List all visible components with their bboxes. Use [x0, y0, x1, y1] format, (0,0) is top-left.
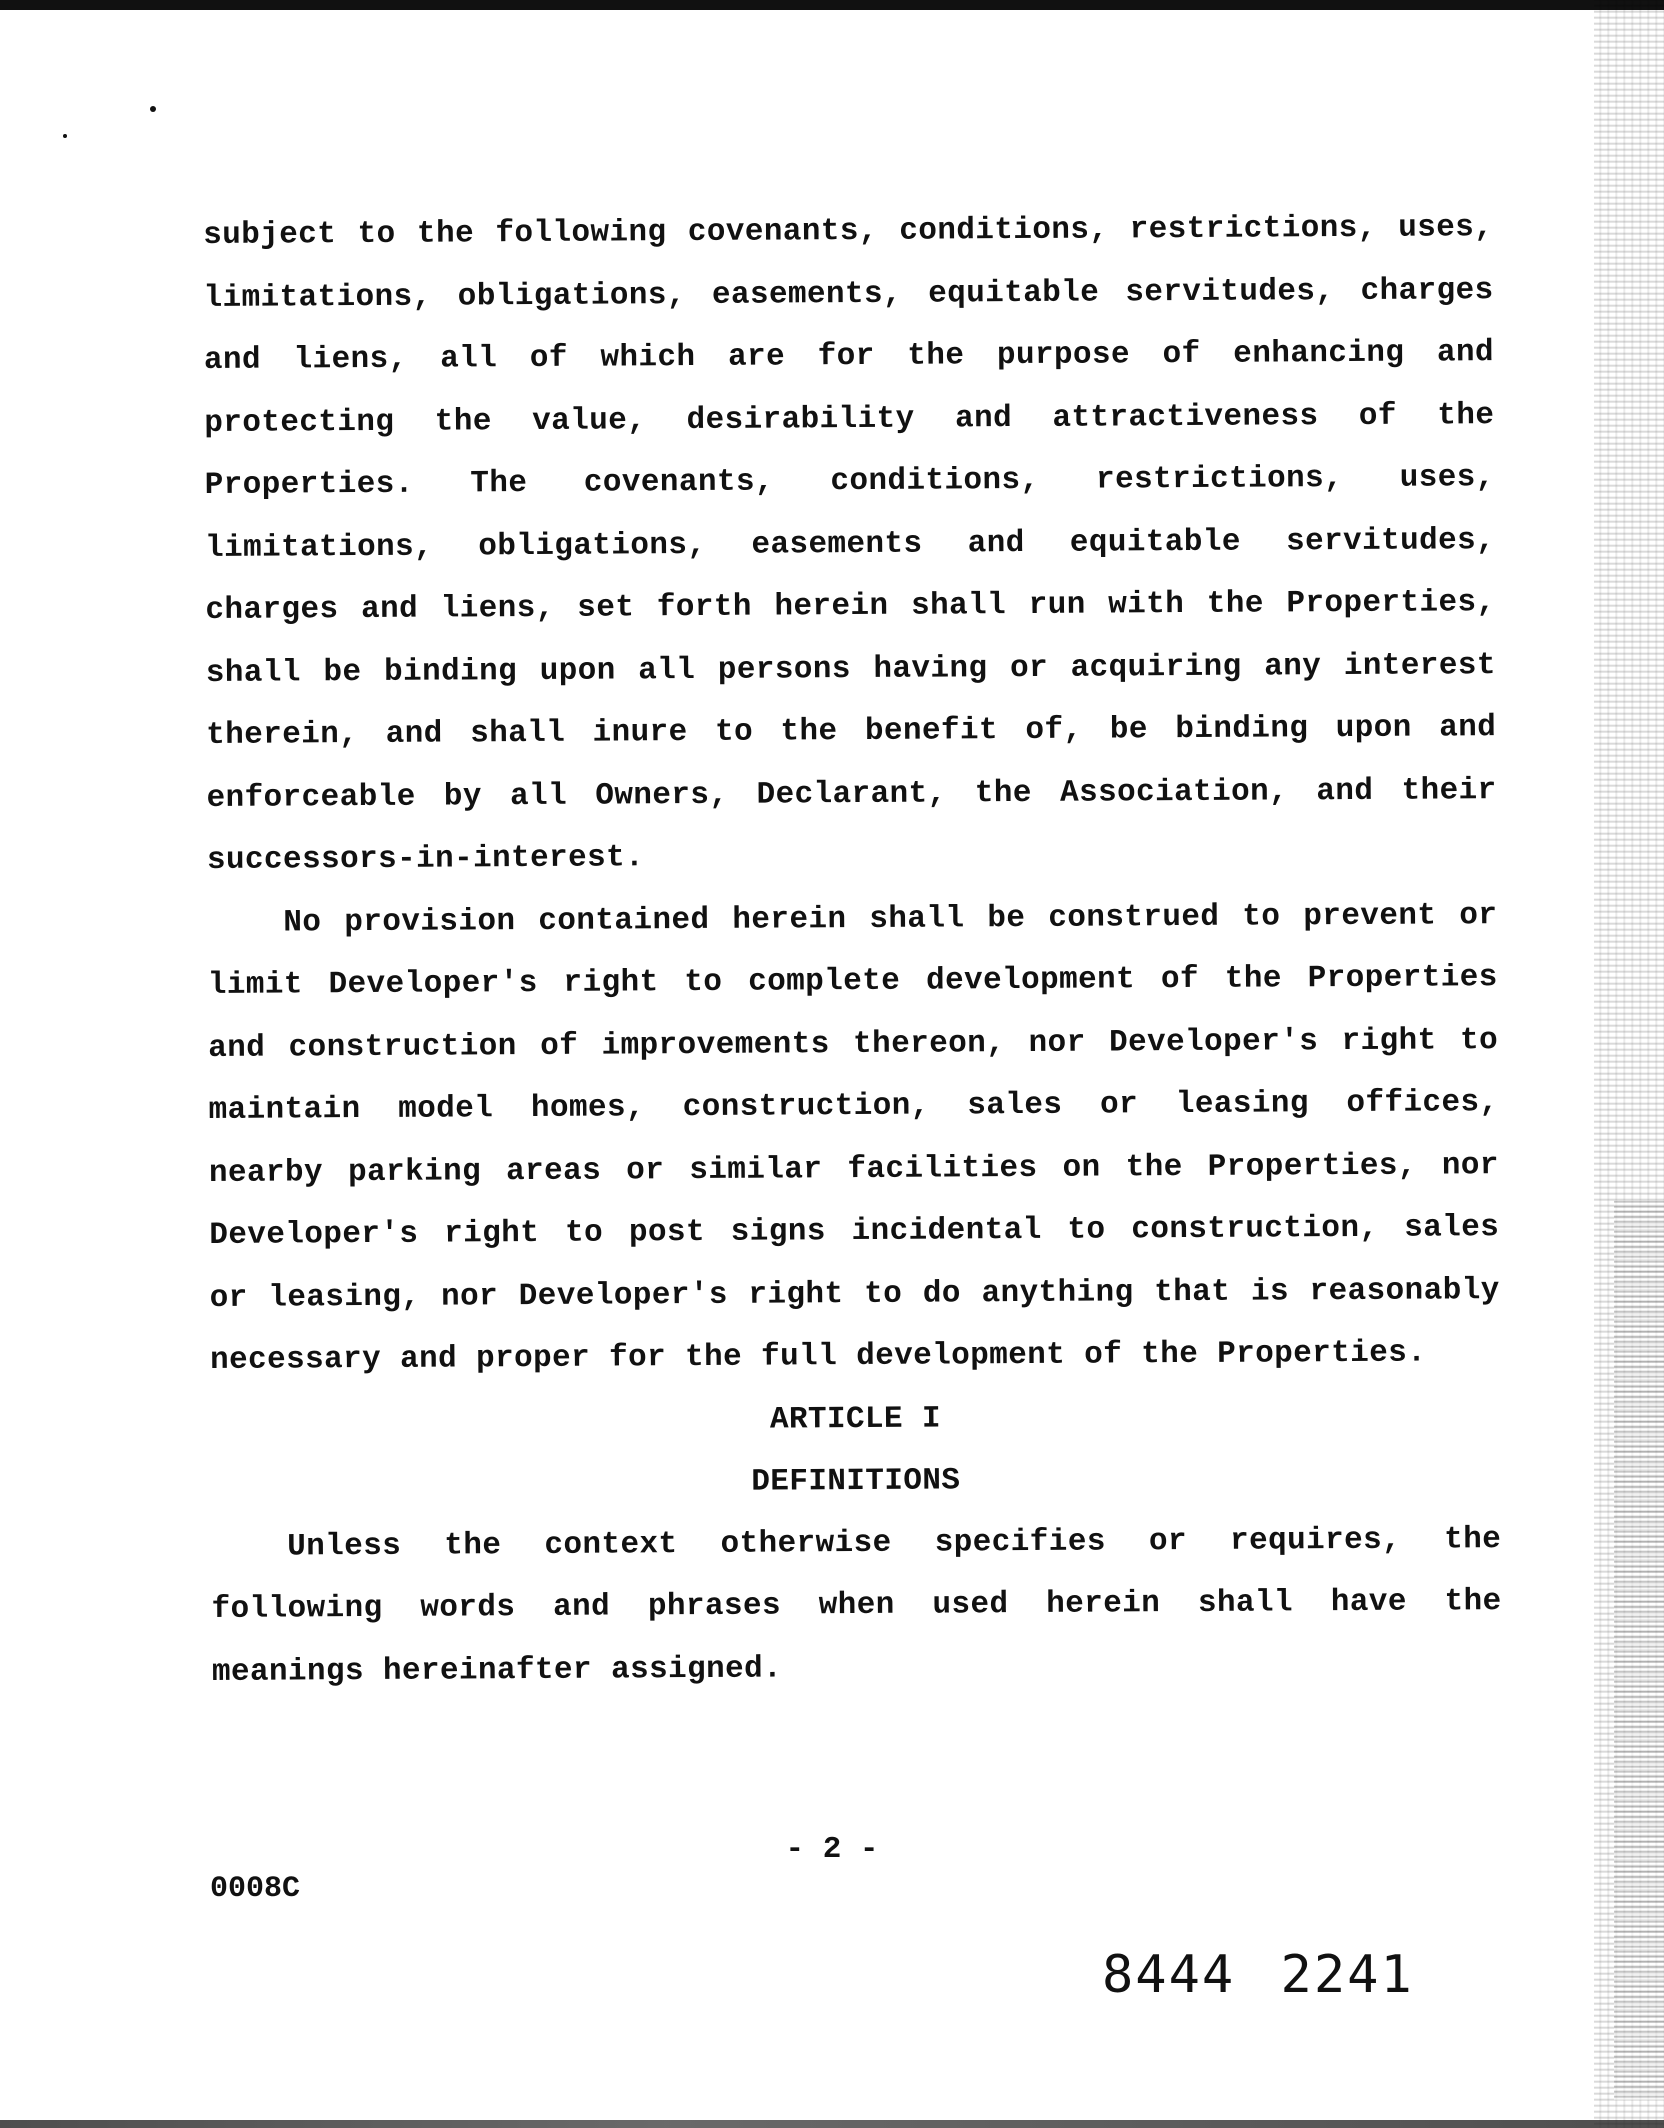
scan-speck — [63, 134, 67, 138]
scan-edge-top — [0, 0, 1664, 10]
page-number: - 2 - — [785, 1832, 879, 1867]
scan-noise-strip — [1614, 1200, 1664, 2100]
article-title: ARTICLE I — [769, 1401, 942, 1438]
scan-edge-bottom — [0, 2120, 1664, 2128]
document-body — [203, 197, 1502, 1704]
paragraph-developer-rights: No provision contained herein shall be construed to prevent or limit Developer's right to complete development of the Properties and construction of improvements thereon, nor Developer's right to maintain model homes, construction, sales or leasing offices, nearby parking areas or similar facilities on the Properties, nor Developer's right to post signs incidental to construction, sales or leasing, nor Developer's right to do anything that is reasonably necessary and proper for the full development of the Properties. — [207, 897, 1500, 1378]
document-code: 0008C — [210, 1872, 301, 1906]
scan-speck — [150, 106, 156, 112]
paragraph-definitions-intro: Unless the context otherwise specifies or requires, the following words and phrases when used herein shall have the meanings hereinafter assigned. — [211, 1521, 1502, 1690]
article-subtitle: DEFINITIONS — [751, 1462, 961, 1500]
paragraph-covenants: subject to the following covenants, conditions, restrictions, uses, limitations, obligations, easements, equitable servitudes, charges and liens, all of which are for the purpose of enhancing and protecting the value, desirability and attractiveness of the Properties. The covenants, conditions, restrictions, uses, limitations, obligations, easements and equitable servitudes, charges and liens, set forth herein shall run with the Properties, shall be binding upon all persons having or acquiring any interest therein, and shall inure to the benefit of, be binding upon and enforceable by all Owners, Declarant, the Association, and their successors-in-interest. — [203, 210, 1497, 878]
stamp-number: 8444 2241 — [1102, 1945, 1414, 2005]
